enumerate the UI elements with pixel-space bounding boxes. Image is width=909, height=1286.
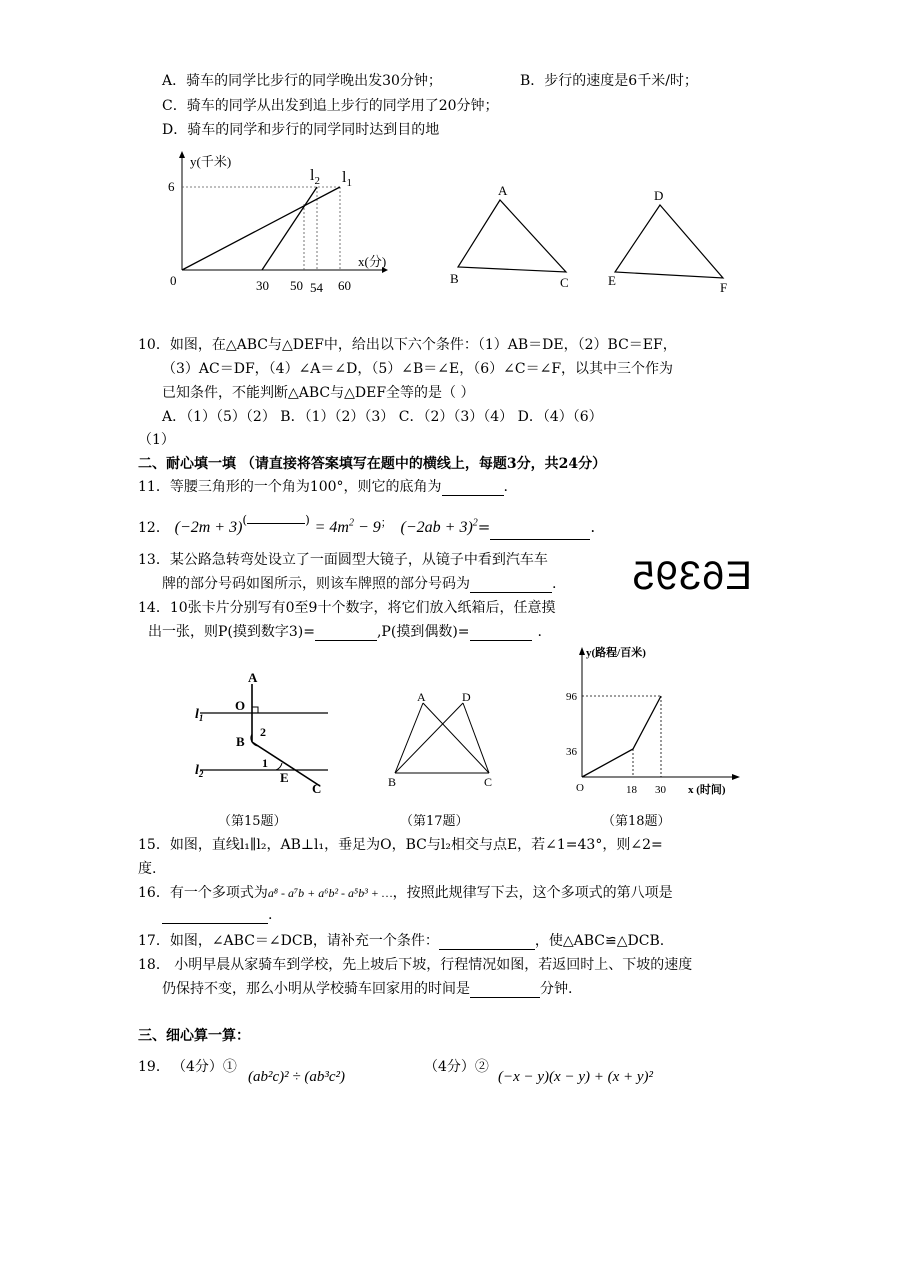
fig15-point-e: E <box>280 770 289 785</box>
fig18-tick-96: 96 <box>566 691 577 703</box>
fig15-angle-1: 1 <box>262 756 268 770</box>
q9-x-axis-label: x(分) <box>358 254 387 269</box>
q19-part-2-label: （4分）② <box>424 1059 489 1075</box>
figure-17 <box>385 690 500 790</box>
q14-answer-blank-1[interactable] <box>315 626 377 641</box>
q9-tick-60: 60 <box>338 278 351 293</box>
q18-line-1: 18． 小明早晨从家骑车到学校，先上坡后下坡，行程情况如图，若返回时上、下坡的速度 <box>138 957 693 973</box>
q15-line-1: 15．如图，直线l₁∥l₂，AB⊥l₁，垂足为O，BC与l₂相交与点E，若∠1=43°，则∠2= <box>138 837 663 853</box>
tri-vertex-c: C <box>560 275 569 290</box>
mirrored-plate-number: E6395 <box>631 554 752 598</box>
q9-tick-6: 6 <box>168 179 175 194</box>
q16-answer-blank[interactable] <box>162 909 268 924</box>
q12-expr-1: (−2m + 3) <box>174 519 243 536</box>
q9-line-l1-label: $l_1$ <box>342 169 352 189</box>
fig18-tick-18: 18 <box>626 784 637 796</box>
q16-polynomial: a⁸ - a⁷b + a⁶b² - a⁵b³ + … <box>267 886 393 900</box>
q18-line-2: 仍保持不变，那么小明从学校骑车回家用的时间是 分钟. <box>162 981 573 997</box>
q13-answer-blank[interactable] <box>470 578 552 593</box>
q14-line-1: 14．10张卡片分别写有0至9十个数字，将它们放入纸箱后，任意摸 <box>138 600 556 616</box>
q12: 12． (−2m + 3)( $^) = 4m^2 - 9^;$ $(-2ab + 3)^2=$ . <box>138 508 595 540</box>
q12-num: 12． <box>138 520 170 536</box>
q10-options: A．（1）（5）（2） B．（1）（2）（3） C．（2）（3）（4） D．（4）（6） <box>162 409 603 425</box>
q9-option-d: D．骑车的同学和步行的同学同时达到目的地 <box>162 122 440 138</box>
q9-tick-54: 54 <box>310 280 323 295</box>
fig18-tick-30: 30 <box>655 784 666 796</box>
q19-part-2-expr: (−x − y)(x − y) + (x + y)² <box>498 1069 654 1085</box>
fig18-y-axis-label: y(路程/百米) <box>586 647 646 659</box>
figure-18 <box>560 643 750 800</box>
q12-expr-3: $(-2ab + 3)^2$ <box>400 517 478 536</box>
fig17-point-c: C <box>484 775 493 789</box>
q10-triangles <box>440 175 740 300</box>
q11-answer-blank[interactable] <box>442 481 504 496</box>
q11: 11．等腰三角形的一个角为100°，则它的底角为 . <box>138 479 508 495</box>
q16-answer-line: . <box>162 906 272 924</box>
fig18-x-axis-label: x (时间) <box>688 784 726 796</box>
q9-tick-50: 50 <box>290 278 303 293</box>
figure-18-caption: （第18题） <box>602 814 671 829</box>
q12-expr-2: = $4m^2 - 9$ <box>314 517 381 536</box>
section-3-title: 三、细心算一算： <box>138 1028 250 1044</box>
q9-y-axis-label: y(千米) <box>190 154 232 169</box>
q17: 17．如图，∠ABC＝∠DCB，请补充一个条件： ，使△ABC≌△DCB. <box>138 933 665 949</box>
q16: 16．有一个多项式为a⁸ - a⁷b + a⁶b² - a⁵b³ + …，按照此规律写下去，这个多项式的第八项是 <box>138 885 673 901</box>
q17-answer-blank[interactable] <box>439 935 535 950</box>
fig15-point-a: A <box>248 670 258 685</box>
figure-17-caption: （第17题） <box>400 814 469 829</box>
fig15-point-c: C <box>312 781 322 796</box>
q9-option-b: B．步行的速度是6千米/时； <box>520 73 698 89</box>
q19-part-1-label: （4分）① <box>172 1059 237 1075</box>
tri-vertex-d: D <box>654 188 664 203</box>
q15-line-2: 度. <box>138 861 157 877</box>
q10-line-3: 已知条件，不能判断△ABC与△DEF全等的是（ ） <box>162 385 475 401</box>
fig15-line-l2: $l_2$ <box>195 763 204 779</box>
fig15-line-l1: $l_1$ <box>195 707 204 723</box>
q14-line-2: 出一张，则P(摸到数字3)= ,P(摸到偶数)= . <box>148 624 542 640</box>
q11-text: 11．等腰三角形的一个角为100°，则它的底角为 <box>138 479 442 495</box>
fig17-point-b: B <box>388 775 397 789</box>
q14-answer-blank-2[interactable] <box>470 626 532 641</box>
q10-options-wrap: （1） <box>138 432 175 448</box>
q9-option-a: A．骑车的同学比步行的同学晚出发30分钟； <box>162 73 442 89</box>
q9-option-c: C．骑车的同学从出发到追上步行的同学用了20分钟； <box>162 98 499 114</box>
fig18-tick-36: 36 <box>566 746 577 758</box>
q10-line-2: （3）AC＝DF，（4）∠A＝∠D，（5）∠B＝∠E，（6）∠C＝∠F，以其中三个作为 <box>162 361 674 377</box>
q18-answer-blank[interactable] <box>470 983 540 998</box>
q12-answer-blank-1[interactable] <box>247 513 305 524</box>
fig17-point-a: A <box>417 690 426 704</box>
tri-vertex-b: B <box>450 271 459 286</box>
q9-distance-time-graph <box>160 148 400 298</box>
figure-15 <box>190 670 340 798</box>
q9-line-l2-label: $l_2$ <box>310 167 320 187</box>
q13-line-1: 13．某公路急转弯处设立了一面圆型大镜子，从镜子中看到汽车车 <box>138 552 548 568</box>
fig15-angle-2: 2 <box>260 725 266 739</box>
q13-line-2: 牌的部分号码如图所示，则该车牌照的部分号码为 . <box>162 576 557 592</box>
q19-part-1-expr: (ab²c)² ÷ (ab³c²) <box>248 1069 346 1085</box>
q9-origin: 0 <box>170 273 177 288</box>
fig17-point-d: D <box>462 690 471 704</box>
section-2-title: 二、耐心填一填 （请直接将答案填写在题中的横线上，每题3分，共24分） <box>138 456 607 472</box>
fig15-point-o: O <box>235 698 246 713</box>
fig15-point-b: B <box>236 734 245 749</box>
tri-vertex-e: E <box>608 273 616 288</box>
q9-tick-30: 30 <box>256 278 269 293</box>
fig18-origin: O <box>576 782 584 794</box>
tri-vertex-a: A <box>498 183 508 198</box>
tri-vertex-f: F <box>720 280 728 295</box>
q10-line-1: 10．如图，在△ABC与△DEF中，给出以下六个条件：（1）AB＝DE，（2）BC＝EF， <box>138 337 677 353</box>
q19-number: 19． <box>138 1059 170 1075</box>
figure-15-caption: （第15题） <box>218 814 287 829</box>
q12-answer-blank-2[interactable] <box>490 525 590 540</box>
